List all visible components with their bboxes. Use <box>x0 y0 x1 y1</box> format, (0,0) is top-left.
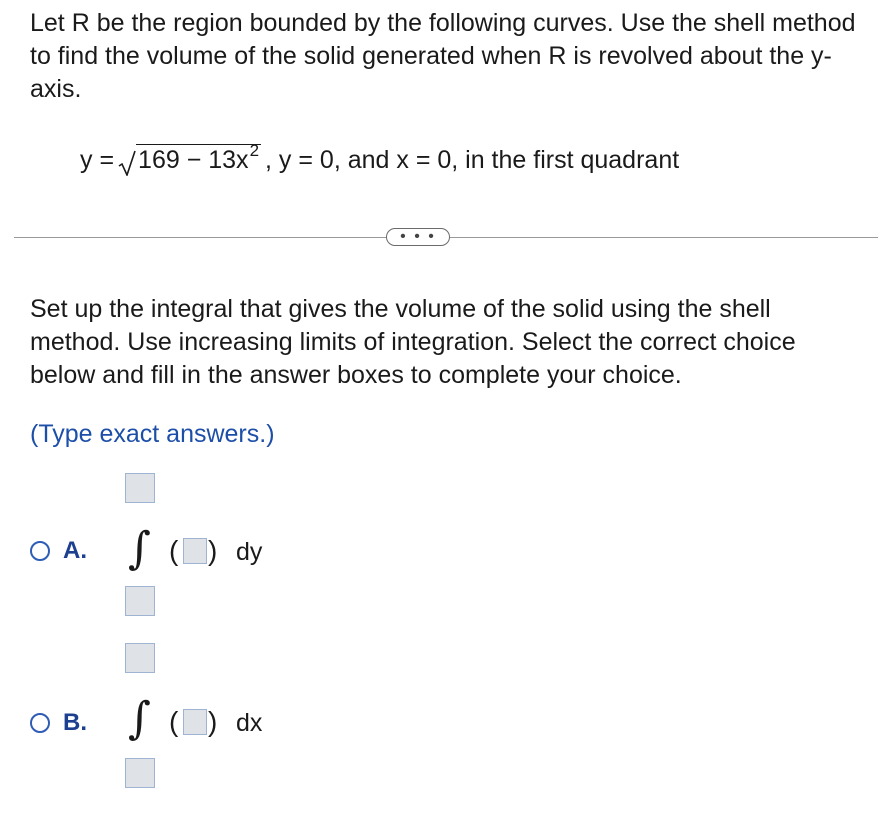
choice-a-radio[interactable] <box>30 541 50 561</box>
radical-sign-icon <box>118 150 136 176</box>
choice-a-upper-limit-input[interactable] <box>125 473 155 503</box>
choice-a-lower-limit-input[interactable] <box>125 586 155 616</box>
choice-a-close-paren: ) <box>208 535 218 566</box>
radicand: $169 - 13x^2$ <box>138 141 260 174</box>
choice-b-differential: dx <box>236 709 263 737</box>
instructions: Set up the integral that gives the volume of the solid using the shell method. Use increasing limits of integration. Select the correct choice below and fill in the answer boxes to complete your choice. <box>30 295 796 389</box>
choice-b-close-paren: ) <box>208 706 218 737</box>
choice-b-integrand-input[interactable] <box>183 709 207 735</box>
answer-hint: (Type exact answers.) <box>30 420 275 448</box>
choice-b-lower-limit-input[interactable] <box>125 758 155 788</box>
choice-b-open-paren: ( <box>169 706 179 737</box>
equation <box>80 140 679 180</box>
choice-a-integrand-input[interactable] <box>183 538 207 564</box>
choice-a-integral-sign: ∫ <box>128 523 151 574</box>
exponent: 2 <box>249 141 260 160</box>
choice-b-radio[interactable] <box>30 713 50 733</box>
equation-lhs: y = <box>80 146 115 174</box>
equation-rest: , y = 0, and x = 0, in the first quadrant <box>265 146 680 174</box>
square-root <box>118 141 261 176</box>
show-more-button[interactable]: • • • <box>386 228 450 246</box>
choice-a-letter: A. <box>63 537 87 564</box>
choice-b-integral-sign: ∫ <box>128 693 151 744</box>
problem-statement: Let R be the region bounded by the following curves. Use the shell method to find the volume of the solid generated when R is revolved about the y-axis. <box>30 9 856 103</box>
choice-b-upper-limit-input[interactable] <box>125 643 155 673</box>
choice-b-letter: B. <box>63 709 87 736</box>
choice-a-open-paren: ( <box>169 535 179 566</box>
choice-a-differential: dy <box>236 538 263 566</box>
